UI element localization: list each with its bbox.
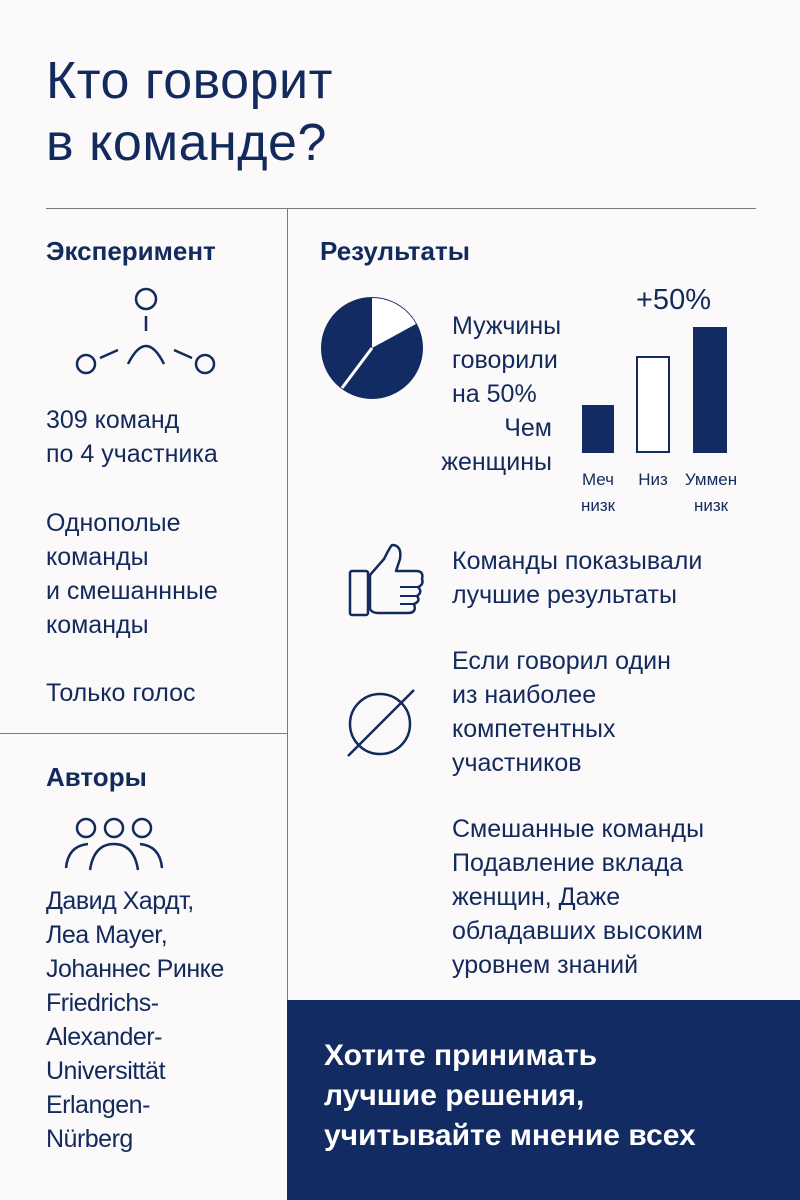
plus-fifty-annotation: +50% xyxy=(636,284,711,316)
men-spoke-text: Мужчины говорили на 50% xyxy=(452,312,562,408)
page-title-line-1: Кто говорит xyxy=(46,52,333,110)
competent-speaker-text: Если говорил один из наиболее компетентных участников xyxy=(452,647,671,777)
bar-men-low xyxy=(582,405,614,453)
bar-mid xyxy=(636,356,670,453)
thumbs-up-icon xyxy=(348,543,426,617)
empty-set-icon xyxy=(344,688,418,758)
than-women-text: Чем женщины xyxy=(441,414,552,476)
experiment-voice-only-text: Только голос xyxy=(46,679,196,707)
experiment-team-types-text: Однополые команды и смешаннные команды xyxy=(46,509,218,639)
column-divider xyxy=(287,208,288,1000)
experiment-heading: Эксперимент xyxy=(46,236,216,266)
pie-chart-icon xyxy=(320,296,424,400)
teams-better-text: Команды показывали лучшие результаты xyxy=(452,547,703,609)
call-to-action-banner xyxy=(287,1000,800,1200)
authors-list: Давид Хардт, Леа Mayer, Johаннес Ринке Friedrichs- Alexander- Universittät Erlangen- Nürberg xyxy=(46,887,224,1153)
bar-high xyxy=(693,327,727,453)
call-to-action-text: Хотите принимать лучшие решения, учитывайте мнение всех xyxy=(324,1039,696,1152)
bar-label-men-low: Меч низк xyxy=(580,470,616,515)
results-heading: Результаты xyxy=(320,236,470,266)
left-section-divider xyxy=(0,733,287,734)
page-title-line-2: в команде? xyxy=(46,114,327,172)
bar-label-mid: Низ xyxy=(638,470,668,489)
top-divider xyxy=(46,208,756,209)
page-title xyxy=(46,50,333,174)
people-group-icon xyxy=(64,816,164,872)
molecule-network-icon xyxy=(76,286,221,381)
experiment-teams-text: 309 команд по 4 участника xyxy=(46,406,218,468)
bar-label-high: Уммен низк xyxy=(684,470,738,515)
authors-heading: Авторы xyxy=(46,762,147,792)
mixed-teams-text: Смешанные команды Подавление вклада женщин, Даже обладавших высоким уровнем знаний xyxy=(452,815,705,979)
